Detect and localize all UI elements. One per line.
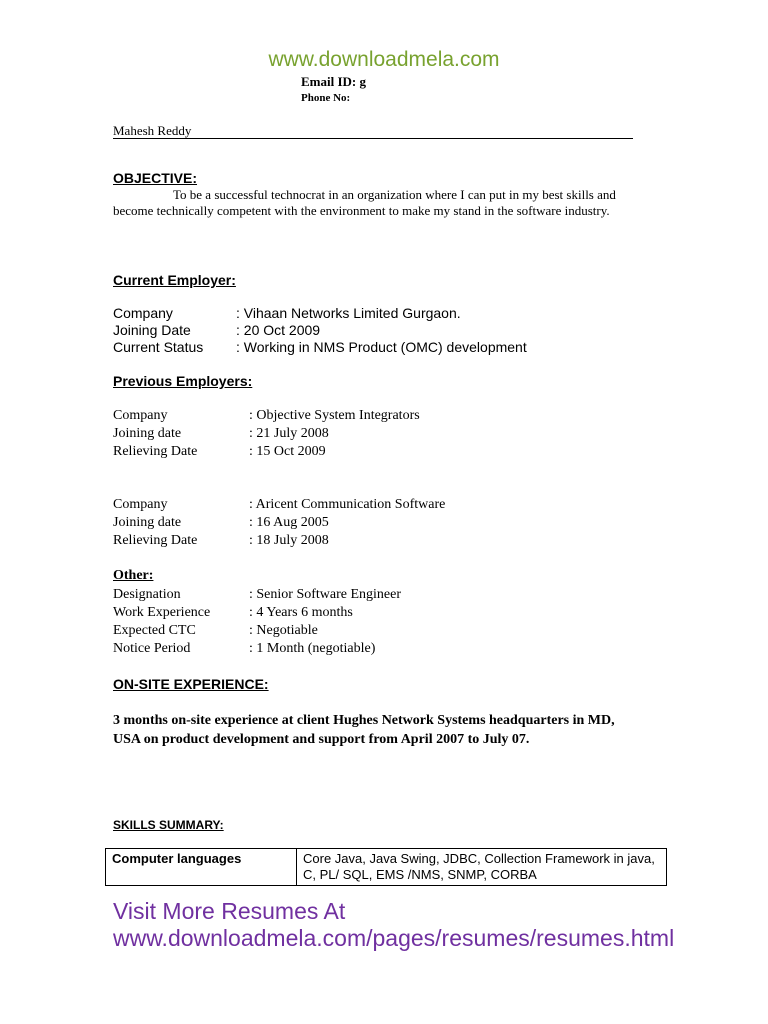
- field-value: : Negotiable: [249, 623, 318, 638]
- field-value: : Working in NMS Product (OMC) development: [236, 339, 527, 355]
- field-value: : 15 Oct 2009: [249, 444, 326, 459]
- current-employer-table: [113, 305, 527, 356]
- field-label: Joining date: [113, 426, 182, 441]
- skills-key: Computer languages: [106, 849, 297, 886]
- field-label: Joining Date: [113, 322, 191, 338]
- other-table: [113, 586, 401, 658]
- current-employer-row: [113, 322, 527, 339]
- skills-table: [105, 848, 667, 886]
- other-row: [113, 586, 401, 604]
- previous-employer-row: [113, 425, 420, 443]
- field-label: Relieving Date: [113, 533, 198, 548]
- field-value: : 16 Aug 2005: [249, 515, 329, 530]
- field-label: Work Experience: [113, 605, 211, 620]
- watermark-link[interactable]: www.downloadmela.com: [268, 48, 500, 71]
- other-heading: Other:: [113, 568, 154, 583]
- field-label: Joining date: [113, 515, 182, 530]
- phone-label: Phone No:: [301, 92, 351, 104]
- field-value: : 4 Years 6 months: [249, 605, 353, 620]
- other-row: [113, 640, 401, 658]
- email-label: Email ID: g: [301, 74, 366, 89]
- field-label: Current Status: [113, 339, 204, 355]
- current-employer-row: [113, 305, 527, 322]
- name-divider: [113, 138, 633, 139]
- skills-heading: SKILLS SUMMARY:: [113, 818, 224, 832]
- previous-employer-row: [113, 532, 445, 550]
- visit-more-resumes-link[interactable]: Visit More Resumes At www.downloadmela.com/pages/resumes/resumes.html: [113, 898, 675, 951]
- field-value: : Aricent Communication Software: [249, 497, 446, 512]
- field-value: : 18 July 2008: [249, 533, 329, 548]
- field-label: Expected CTC: [113, 623, 196, 638]
- objective-heading: OBJECTIVE:: [113, 170, 198, 186]
- previous-employer-row: [113, 514, 445, 532]
- field-label: Company: [113, 305, 173, 321]
- previous-employer-row: [113, 496, 445, 514]
- other-row: [113, 604, 401, 622]
- field-value: : Senior Software Engineer: [249, 587, 402, 602]
- current-employer-row: [113, 339, 527, 356]
- field-value: : Objective System Integrators: [249, 408, 420, 423]
- previous-employer-row: [113, 443, 420, 461]
- onsite-heading: ON-SITE EXPERIENCE:: [113, 676, 269, 692]
- field-label: Relieving Date: [113, 444, 198, 459]
- field-value: : 21 July 2008: [249, 426, 329, 441]
- field-value: : 20 Oct 2009: [236, 322, 321, 338]
- previous-employer-row: [113, 407, 420, 425]
- field-label: Designation: [113, 587, 181, 602]
- candidate-name: Mahesh Reddy: [113, 123, 192, 138]
- field-value: : 1 Month (negotiable): [249, 641, 376, 656]
- skills-row: [106, 849, 667, 886]
- field-label: Company: [113, 408, 168, 423]
- current-employer-heading: Current Employer:: [113, 272, 236, 288]
- previous-employer-group-1: [113, 407, 420, 461]
- field-value: : Vihaan Networks Limited Gurgaon.: [236, 305, 461, 321]
- other-row: [113, 622, 401, 640]
- skills-value: Core Java, Java Swing, JDBC, Collection Framework in java, C, PL/ SQL, EMS /NMS, SNMP, CORBA: [297, 849, 667, 886]
- previous-employer-group-2: [113, 496, 445, 550]
- field-label: Company: [113, 497, 168, 512]
- onsite-text: 3 months on-site experience at client Hughes Network Systems headquarters in MD, USA on product development and support from April 2007 to July 07.: [113, 713, 615, 747]
- field-label: Notice Period: [113, 641, 191, 656]
- previous-employers-heading: Previous Employers:: [113, 373, 253, 389]
- objective-text: To be a successful technocrat in an organization where I can put in my best skills and become technically competent with the environment to make my stand in the software industry.: [113, 187, 616, 218]
